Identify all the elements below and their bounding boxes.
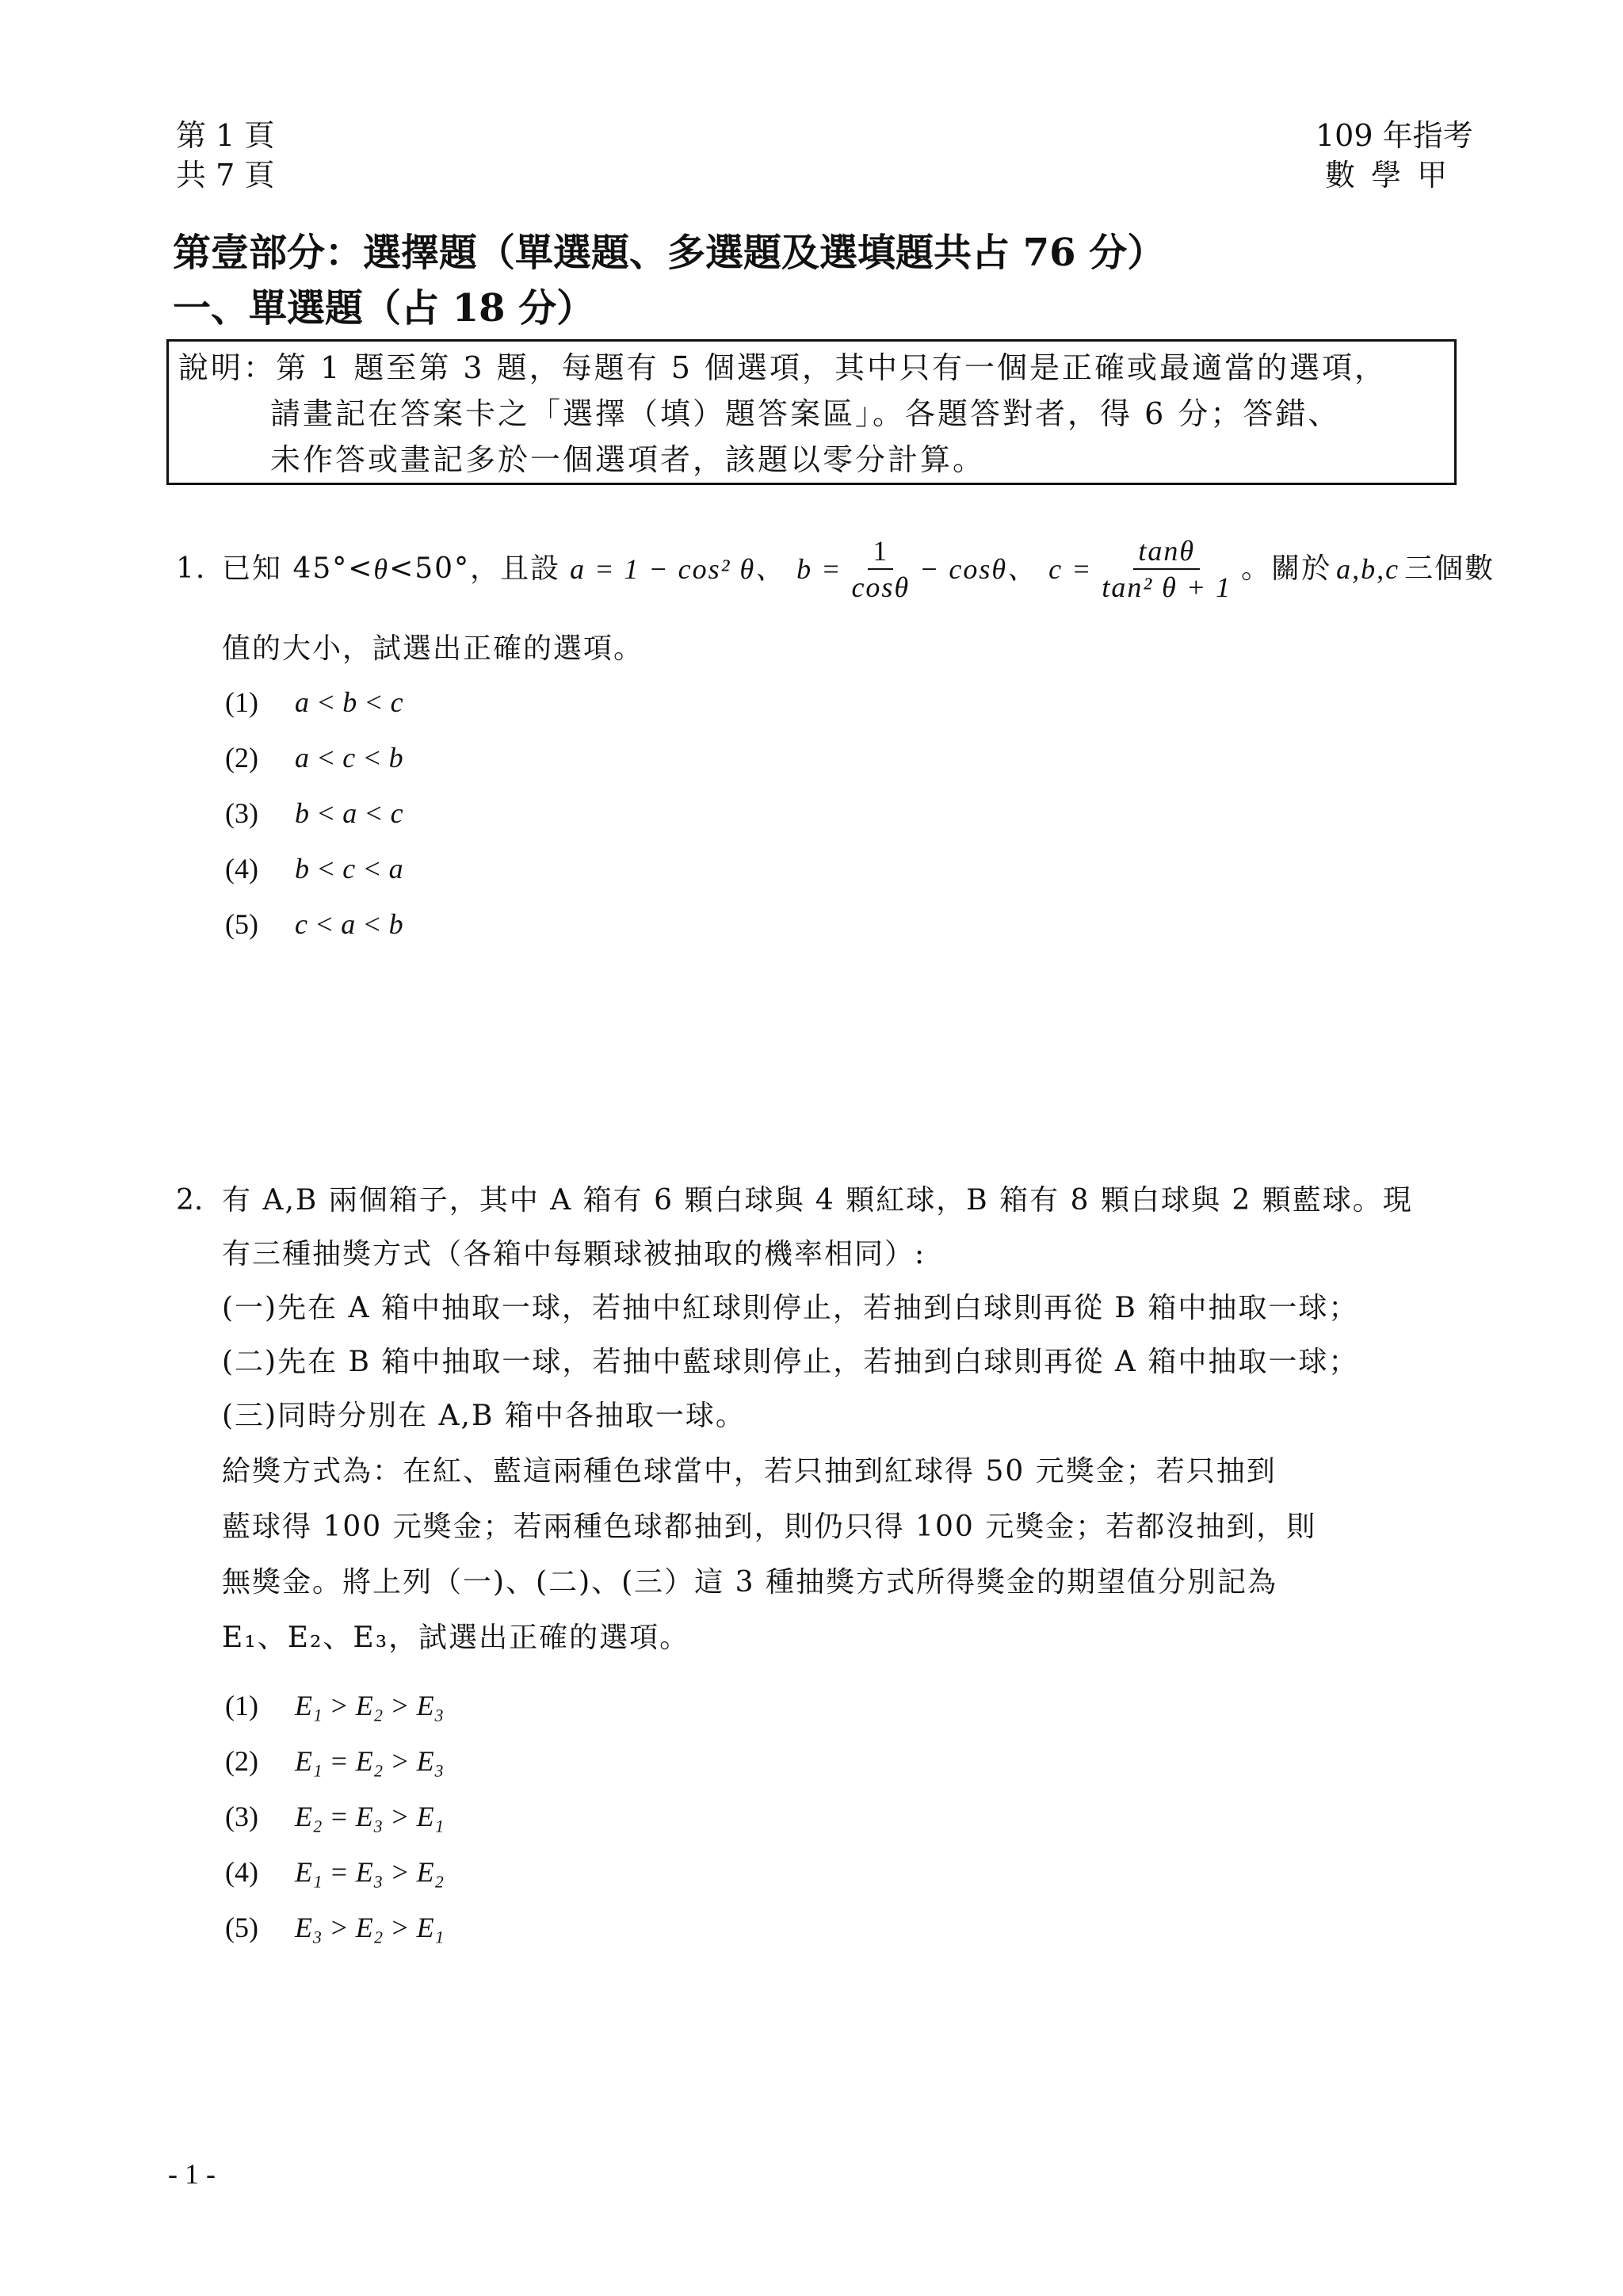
q1-option-text: c < a < b	[295, 908, 403, 940]
q2-option-label: (5)	[225, 1912, 258, 1943]
q1-option-label: (5)	[225, 908, 258, 940]
q1-stem-c: 。關於	[1241, 552, 1332, 585]
q1-option-label: (3)	[225, 797, 258, 829]
q1-def-a: a = 1 − cos² θ、	[570, 553, 786, 585]
question-2-line-6: 給獎方式為：在紅、藍這兩種色球當中，若只抽到紅球得 50 元獎金；若只抽到	[222, 1455, 1277, 1488]
q1-def-c-lhs: c =	[1048, 553, 1093, 585]
q1-option-text: a < b < c	[295, 686, 403, 718]
q1-option-label: (1)	[225, 686, 258, 718]
q2-option-text: E₁ = E₂ > E₃	[295, 1745, 445, 1777]
part-title: 第壹部分：選擇題（單選題、多選題及選填題共占 76 分）	[173, 231, 1166, 275]
question-1-line-2: 值的大小，試選出正確的選項。	[222, 632, 644, 665]
question-2-line-3: (一)先在 A 箱中抽取一球，若抽中紅球則停止，若抽到白球則再從 B 箱中抽取一球；	[222, 1292, 1359, 1324]
q1-def-c-fraction	[1097, 535, 1236, 603]
q2-option-text: E₃ > E₂ > E₁	[295, 1912, 445, 1943]
q2-option-label: (1)	[225, 1690, 258, 1721]
q1-option-2	[225, 740, 403, 775]
question-2-line-2: 有三種抽獎方式（各箱中每顆球被抽取的機率相同）:	[222, 1238, 926, 1270]
total-pages: 共 7 頁	[176, 158, 275, 193]
q1-def-c-numerator: tanθ	[1133, 535, 1200, 570]
instruction-line-3: 未作答或畫記多於一個選項者，該題以零分計算。	[270, 442, 986, 477]
q1-def-c-denominator: tan² θ + 1	[1102, 571, 1232, 603]
q1-def-b-lhs: b =	[796, 553, 842, 585]
q1-vars: a,b,c	[1336, 553, 1400, 585]
q2-option-text: E₁ > E₂ > E₃	[295, 1690, 445, 1721]
q2-option-text: E₂ = E₃ > E₁	[295, 1801, 445, 1832]
q2-option-label: (3)	[225, 1801, 258, 1832]
q2-option-3	[225, 1799, 444, 1834]
question-2-line-4: (二)先在 B 箱中抽取一球，若抽中藍球則停止，若抽到白球則再從 A 箱中抽取一球；	[222, 1346, 1359, 1378]
question-2-line-7: 藍球得 100 元獎金；若兩種色球都抽到，則仍只得 100 元獎金；若都沒抽到，則	[222, 1511, 1317, 1543]
page-indicator: 第 1 頁	[176, 118, 275, 153]
exam-year: 109 年指考	[1316, 118, 1473, 153]
q2-option-label: (2)	[225, 1745, 258, 1777]
q1-option-text: b < a < c	[295, 797, 403, 829]
q1-def-b-numerator: 1	[868, 535, 893, 570]
q1-def-b-rhs: − cosθ、	[919, 553, 1038, 585]
q1-option-text: b < c < a	[295, 853, 403, 884]
question-2-line-5: (三)同時分別在 A,B 箱中各抽取一球。	[222, 1400, 746, 1432]
instruction-line-2: 請畫記在答案卡之「選擇（填）題答案區」。各題答對者，得 6 分；答錯、	[270, 396, 1341, 431]
q1-option-1	[225, 685, 403, 720]
q2-option-1	[225, 1688, 444, 1723]
q1-option-4	[225, 851, 403, 886]
subject-name: 數 學 甲	[1325, 158, 1451, 193]
q1-option-3	[225, 796, 403, 831]
q2-option-text: E₁ = E₃ > E₂	[295, 1856, 445, 1888]
q1-option-label: (4)	[225, 853, 258, 884]
instruction-box	[166, 339, 1457, 485]
question-2-line-8: 無獎金。將上列（一)、(二)、(三）這 3 種抽獎方式所得獎金的期望值分別記為	[222, 1566, 1277, 1599]
q2-option-4	[225, 1855, 444, 1889]
q2-option-2	[225, 1744, 444, 1778]
q1-stem-a: 已知 45°<	[222, 552, 374, 585]
q1-def-b-denominator: cosθ	[851, 571, 911, 603]
q1-stem-d: 三個數	[1404, 552, 1495, 585]
question-2-line-9: E₁、E₂、E₃，試選出正確的選項。	[222, 1622, 690, 1654]
question-2-number: 2.	[176, 1184, 204, 1217]
page-number-footer: - 1 -	[168, 2158, 216, 2190]
question-2-line-1: 有 A,B 兩個箱子，其中 A 箱有 6 顆白球與 4 顆紅球，B 箱有 8 顆白球與 2 顆藍球。現	[222, 1184, 1413, 1217]
q1-theta: θ	[373, 553, 390, 585]
q1-option-5	[225, 907, 403, 942]
q2-option-label: (4)	[225, 1856, 258, 1888]
question-1-number: 1.	[176, 552, 207, 585]
q2-option-5	[225, 1910, 444, 1945]
section-title: 一、單選題（占 18 分）	[173, 286, 595, 330]
instruction-line-1: 說明：第 1 題至第 3 題，每題有 5 個選項，其中只有一個是正確或最適當的選項，	[178, 350, 1388, 385]
q1-def-b-fraction	[846, 535, 915, 603]
q1-option-text: a < c < b	[295, 742, 403, 774]
q1-stem-b: <50°，且設	[389, 552, 561, 585]
question-1-stem	[176, 529, 1495, 609]
q1-option-label: (2)	[225, 742, 258, 774]
